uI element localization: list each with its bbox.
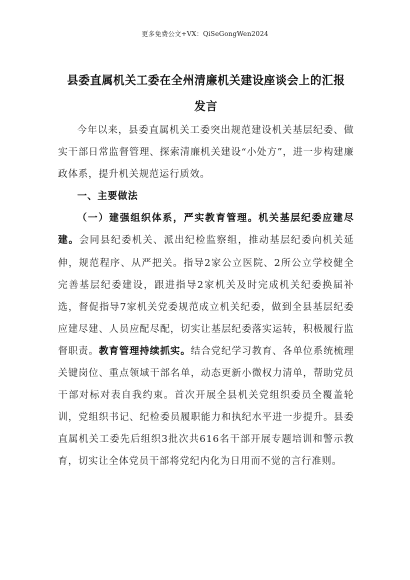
subsection-heading-organization: （一）建强组织体系，严实教育管理。机关基层纪委应建尽建。	[58, 213, 354, 247]
intro-paragraph: 今年以来，县委直属机关工委突出规范建设机关基层纪委、做实干部日常监督管理、探索清廉机关建设“小处方”，进一步构建廉政体系，提升机关规范运行质效。	[58, 125, 354, 181]
subsection-text-education: 结合党纪学习教育、各单位系统梳理关键岗位、重点领域干部名单，动态更新小微权力清单，帮助党员干部对标对表自我约束。首次开展全县机关党组织委员全覆盖轮训，党组织书记、纪检委员履职能力和执纪水平进一步提升。县委直属机关工委先后组织3批次共616名干部开展专题培训和警示教育，切实让全体党员干部将党纪内化为日用而不觉的言行准则。	[58, 345, 355, 468]
subsection-paragraph-organization	[58, 208, 354, 473]
subsection-text-organization: 会同县纪委机关、派出纪检监察组，推动基层纪委向机关延伸，规范程序、从严把关。指导2家公立医院、2所公立学校健全完善基层纪委建设，跟进指导2家机关及时完成机关纪委换届补选，督促指导7家机关党委规范成立机关纪委，做到全县基层纪委应建尽建、人员应配尽配，切实让基层纪委落实运转，积极履行监督职责。	[58, 235, 354, 357]
document-title: 县委直属机关工委在全州清廉机关建设座谈会上的汇报发言	[66, 73, 346, 113]
subsection-heading-education: 教育管理持续抓实。	[98, 345, 191, 357]
section-heading-main-practices: 一、主要做法	[77, 191, 139, 203]
header-promo-note: 更多免费公文+VX：QiSeGongWen2024	[141, 30, 269, 38]
document-body	[58, 120, 354, 474]
